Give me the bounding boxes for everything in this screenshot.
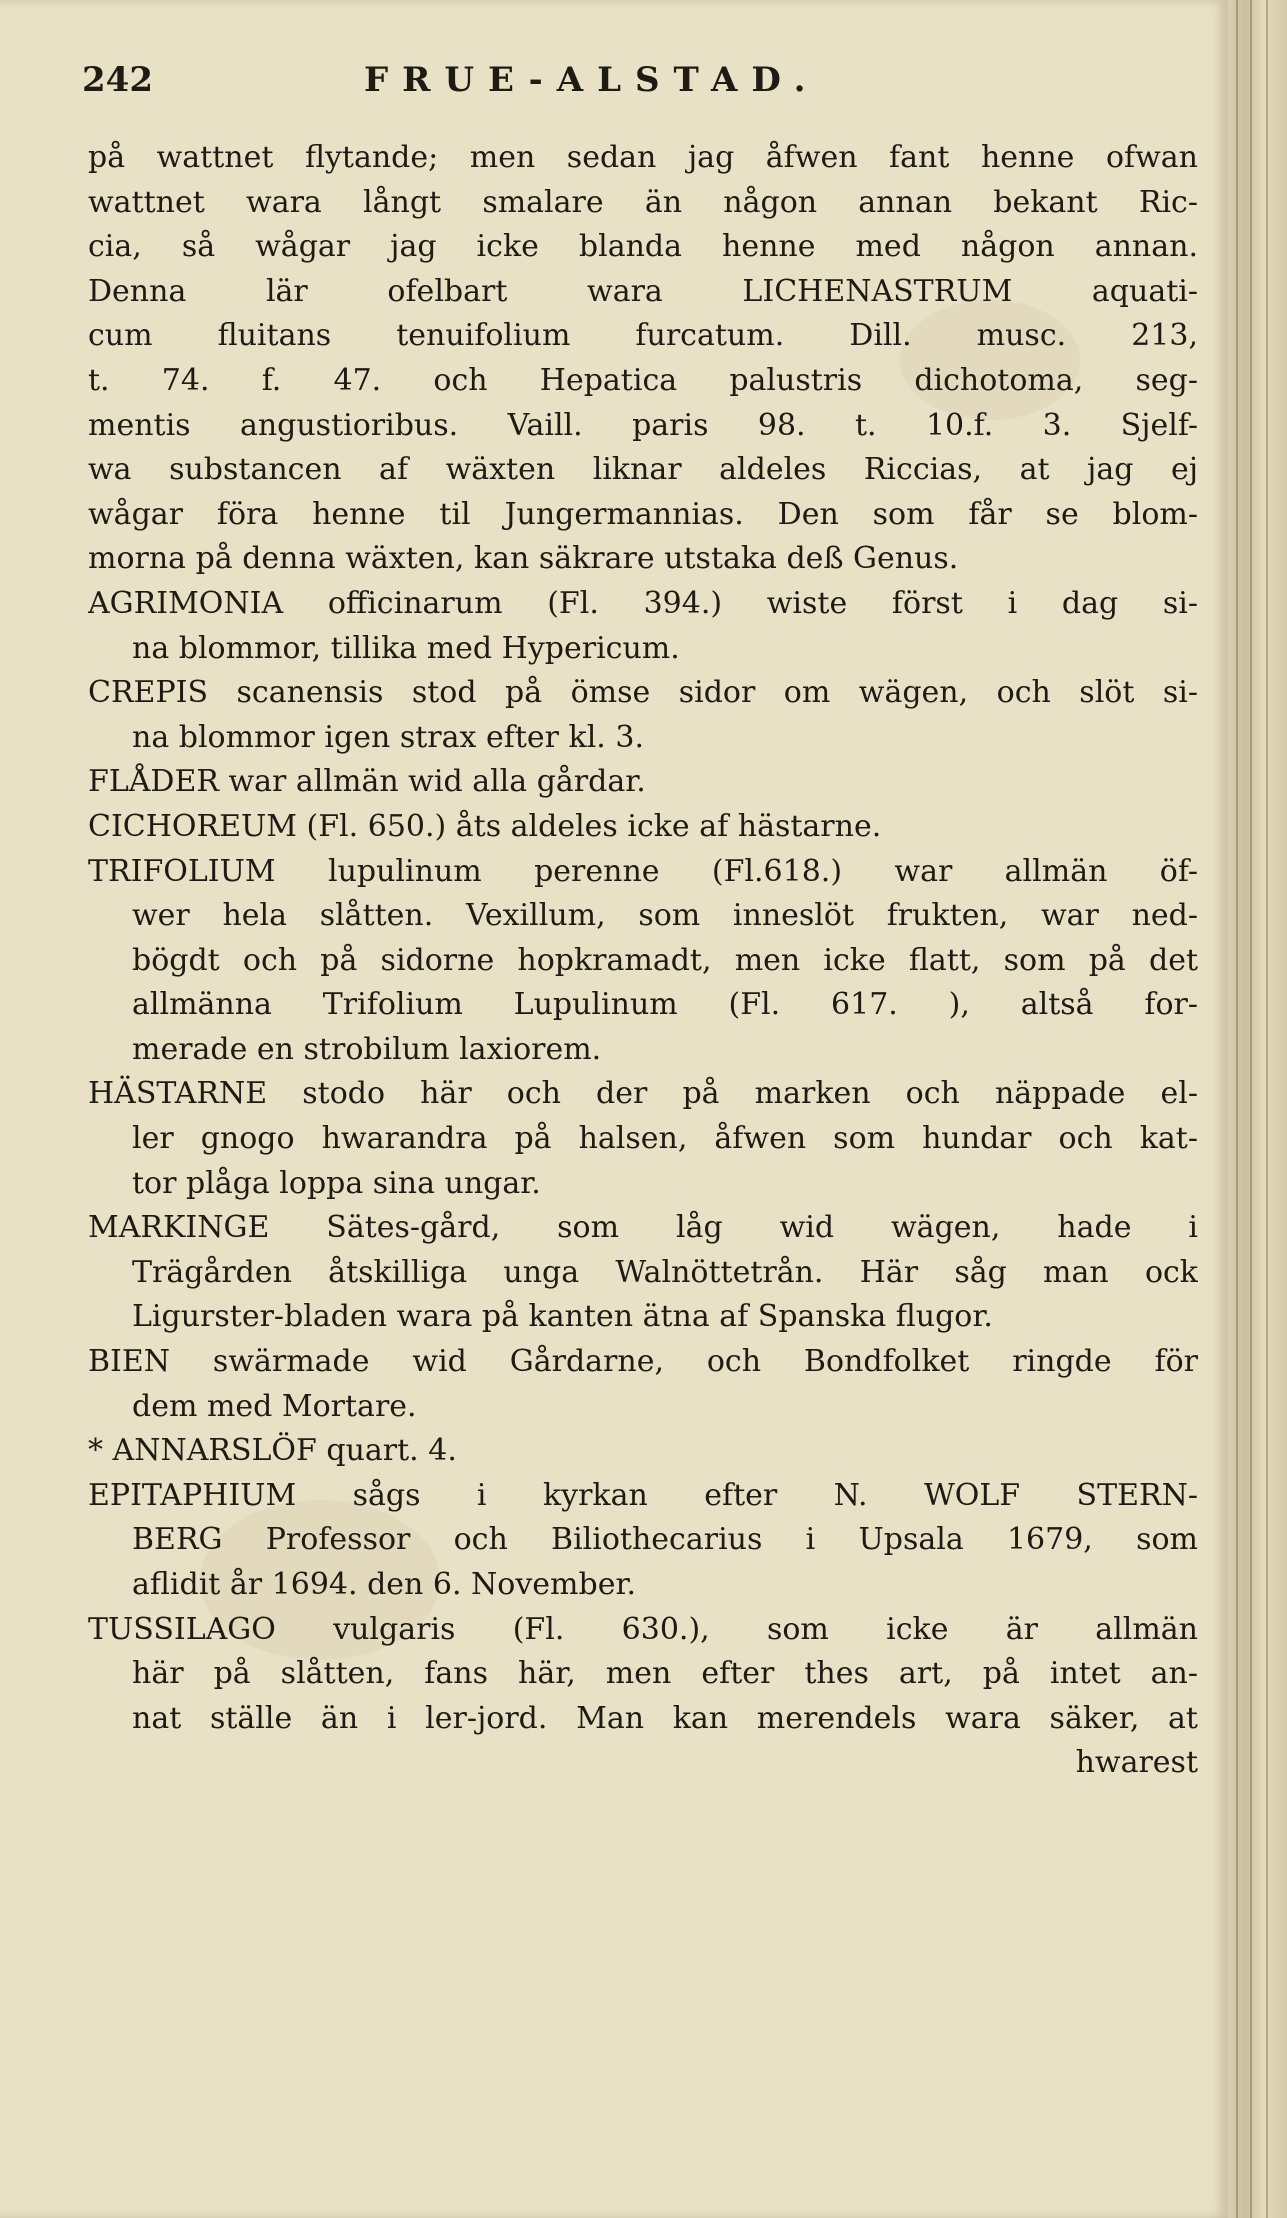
text-line: wågar föra henne til Jungermannias. Den som får se blom- xyxy=(88,496,1198,532)
page-edge xyxy=(1228,0,1287,2218)
entry-epitaphium: EPITAPHIUM sågs i kyrkan efter N. WOLF STERN- xyxy=(88,1477,1198,1513)
text-line: cia, så wågar jag icke blanda henne med någon annan. xyxy=(88,229,1198,265)
edge-line xyxy=(1250,0,1252,2218)
text-line: nat ställe än i ler-jord. Man kan merendels wara säker, at xyxy=(132,1700,1198,1736)
text-line: t. 74. f. 47. och Hepatica palustris dichotoma, seg- xyxy=(88,362,1198,398)
text-line: wattnet wara långt smalare än någon annan bekant Ric- xyxy=(88,184,1198,220)
page-number: 242 xyxy=(82,60,153,100)
entry-hastarne: HÄSTARNE stodo här och der på marken och näppade el- xyxy=(88,1076,1198,1112)
text-line: wer hela slåtten. Vexillum, som inneslöt frukten, war ned- xyxy=(132,898,1198,934)
text-line: merade en strobilum laxiorem. xyxy=(132,1031,602,1067)
text-line: allmänna Trifolium Lupulinum (Fl. 617. ), altså for- xyxy=(132,987,1198,1023)
entry-crepis: CREPIS scanensis stod på ömse sidor om wägen, och slöt si- xyxy=(88,675,1198,711)
text-line: mentis angustioribus. Vaill. paris 98. t. 10.f. 3. Sjelf- xyxy=(88,407,1198,443)
text-line: Trägården åtskilliga unga Walnöttetrån. Här såg man ock xyxy=(132,1254,1198,1290)
entry-cichoreum: CICHOREUM (Fl. 650.) åts aldeles icke af hästarne. xyxy=(88,808,882,844)
text-line: na blommor igen strax efter kl. 3. xyxy=(132,719,644,755)
text-line: dem med Mortare. xyxy=(132,1388,417,1424)
text-line: morna på denna wäxten, kan säkrare utstaka deß Genus. xyxy=(88,541,959,577)
body-text xyxy=(88,136,1198,1786)
entry-trifolium: TRIFOLIUM lupulinum perenne (Fl.618.) war allmän öf- xyxy=(88,853,1198,889)
entry-flader: FLÅDER war allmän wid alla gårdar. xyxy=(88,764,646,800)
text-line: na blommor, tillika med Hypericum. xyxy=(132,630,680,666)
text-line: på wattnet flytande; men sedan jag åfwen fant henne ofwan xyxy=(88,140,1198,175)
edge-line xyxy=(1236,0,1238,2218)
entry-tussilago: TUSSILAGO vulgaris (Fl. 630.), som icke är allmän xyxy=(88,1611,1198,1647)
text-line: ler gnogo hwarandra på halsen, åfwen som hundar och kat- xyxy=(132,1121,1198,1157)
text-line: här på slåtten, fans här, men efter thes art, på intet an- xyxy=(132,1656,1198,1692)
page-header xyxy=(82,60,1182,110)
text-line: BERG Professor och Biliothecarius i Upsala 1679, som xyxy=(132,1522,1198,1558)
entry-bien: BIEN swärmade wid Gårdarne, och Bondfolket ringde för xyxy=(88,1344,1198,1380)
text-line: Denna lär ofelbart wara LICHENASTRUM aquati- xyxy=(88,273,1198,309)
text-line: Ligurster-bladen wara på kanten ätna af Spanska flugor. xyxy=(132,1299,993,1335)
text-line: aflidit år 1694. den 6. November. xyxy=(132,1567,637,1602)
text-line: wa substancen af wäxten liknar aldeles Riccias, at jag ej xyxy=(88,452,1198,488)
text-line: bögdt och på sidorne hopkramadt, men icke flatt, som på det xyxy=(132,942,1198,978)
running-title: FRUE-ALSTAD. xyxy=(364,60,820,100)
entry-agrimonia: AGRIMONIA officinarum (Fl. 394.) wiste först i dag si- xyxy=(88,585,1198,621)
catchword: hwarest xyxy=(1075,1745,1198,1781)
edge-line xyxy=(1266,0,1268,2218)
text-line: cum fluitans tenuifolium furcatum. Dill. musc. 213, xyxy=(88,318,1198,354)
text-line: tor plåga loppa sina ungar. xyxy=(132,1165,541,1201)
entry-markinge: MARKINGE Sätes-gård, som låg wid wägen, hade i xyxy=(88,1210,1198,1246)
entry-annarslof: * ANNARSLÖF quart. 4. xyxy=(88,1433,457,1469)
